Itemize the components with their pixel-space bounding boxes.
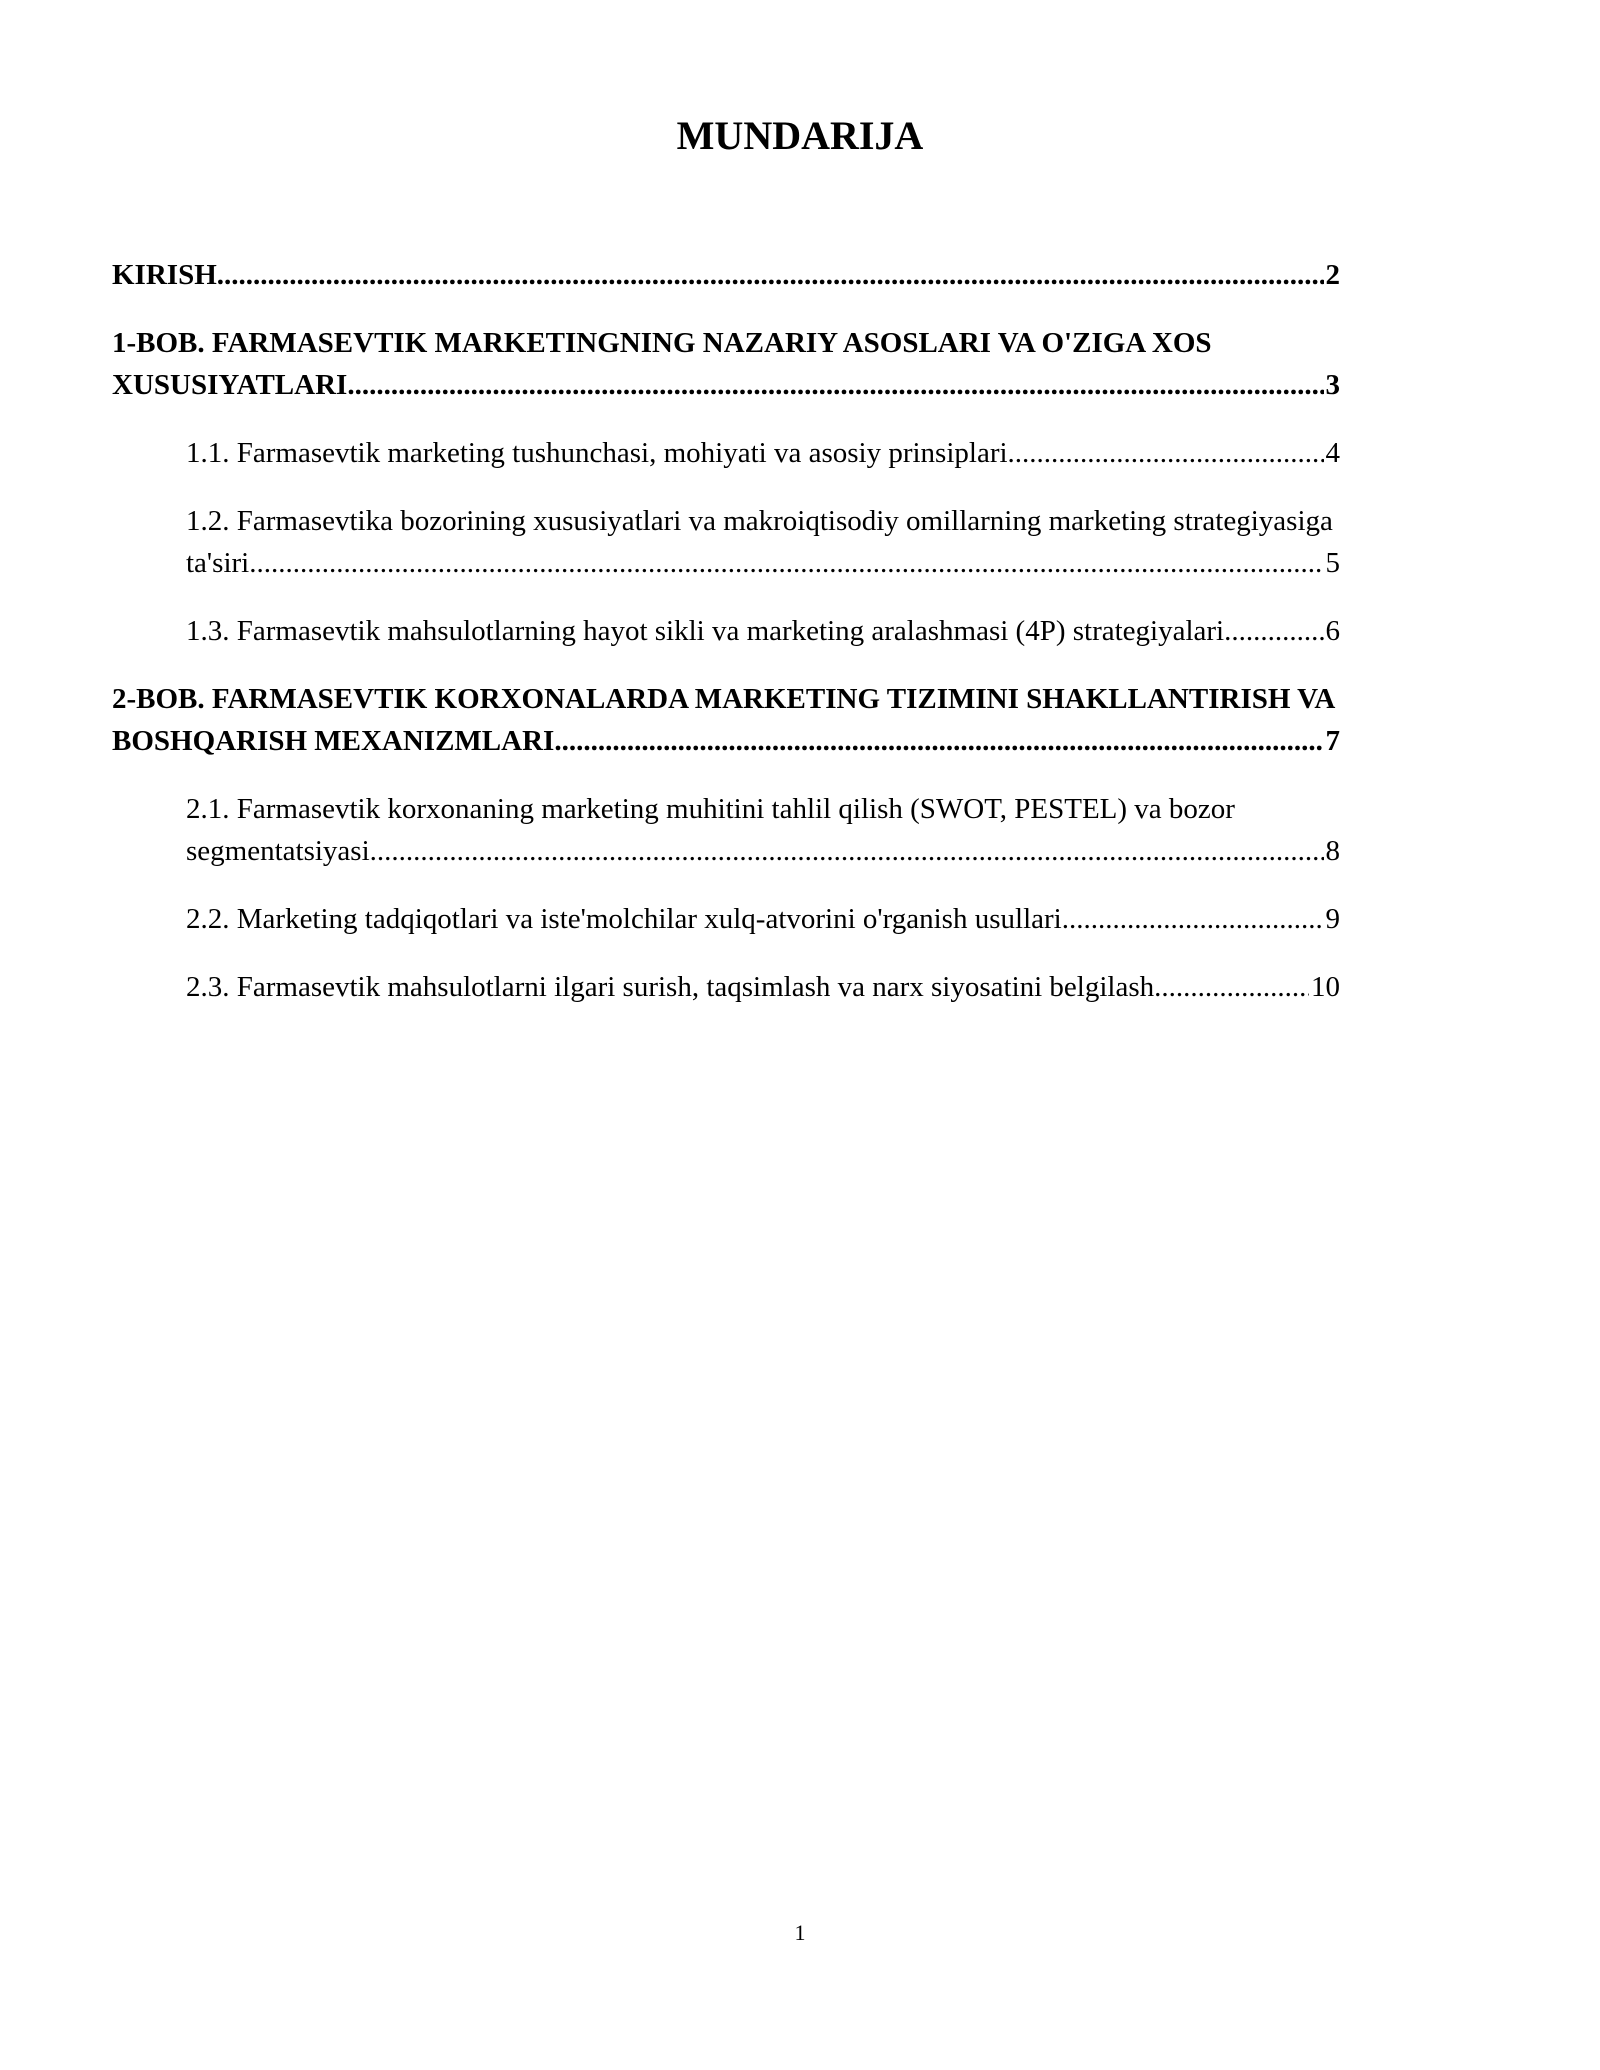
- toc-entry-label: 1.2. Farmasevtika bozorining xususiyatlari va makroiqtisodiy omillarning marketing strategiyasiga: [186, 505, 1333, 537]
- toc-page-number: 5: [1325, 547, 1340, 579]
- toc-entry-chapter-2[interactable]: [112, 678, 1340, 762]
- dot-leader: [217, 254, 1324, 296]
- toc-entry-label-continued: XUSUSIYATLARI: [112, 369, 348, 401]
- dot-leader: [347, 364, 1323, 406]
- toc-entry-section-1-1[interactable]: [186, 432, 1466, 474]
- toc-entry-section-1-2[interactable]: [186, 500, 1466, 584]
- toc-entry-label: 2-BOB. FARMASEVTIK KORXONALARDA MARKETING TIZIMINI SHAKLLANTIRISH VA: [112, 683, 1336, 715]
- table-of-contents: [112, 254, 1340, 1034]
- toc-entry-section-2-3[interactable]: [186, 966, 1466, 1008]
- dot-leader: [554, 720, 1323, 762]
- toc-entry-section-2-2[interactable]: [186, 898, 1466, 940]
- dot-leader: [1224, 610, 1323, 652]
- dot-leader: [1062, 898, 1324, 940]
- toc-entry-label: KIRISH: [112, 259, 217, 291]
- toc-page-number: 3: [1325, 369, 1340, 401]
- toc-entry-label-continued: segmentatsiyasi: [186, 835, 370, 867]
- toc-entry-label: 1.1. Farmasevtik marketing tushunchasi, mohiyati va asosiy prinsiplari: [186, 437, 1008, 469]
- toc-page-number: 4: [1325, 437, 1340, 469]
- page-number: 1: [794, 1920, 806, 1945]
- toc-page-number: 7: [1325, 725, 1340, 757]
- toc-entry-chapter-1[interactable]: [112, 322, 1340, 406]
- dot-leader: [370, 830, 1324, 872]
- toc-entry-label: 1-BOB. FARMASEVTIK MARKETINGNING NAZARIY ASOSLARI VA O'ZIGA XOS: [112, 327, 1212, 359]
- toc-page-number: 6: [1325, 615, 1340, 647]
- toc-page-number: 2: [1325, 259, 1340, 291]
- toc-entry-label: 2.2. Marketing tadqiqotlari va iste'molchilar xulq-atvorini o'rganish usullari: [186, 903, 1062, 935]
- toc-entry-label: 2.3. Farmasevtik mahsulotlarni ilgari surish, taqsimlash va narx siyosatini belgilash: [186, 971, 1155, 1003]
- toc-entry-label-continued: ta'siri: [186, 547, 250, 579]
- toc-page-number: 10: [1311, 971, 1340, 1003]
- dot-leader: [1154, 966, 1309, 1008]
- toc-page-number: 8: [1325, 835, 1340, 867]
- toc-entry-kirish[interactable]: [112, 254, 1340, 296]
- toc-page-number: 9: [1325, 903, 1340, 935]
- page-title: MUNDARIJA: [676, 113, 924, 158]
- toc-entry-label: 2.1. Farmasevtik korxonaning marketing muhitini tahlil qilish (SWOT, PESTEL) va bozor: [186, 793, 1235, 825]
- toc-entry-label-continued: BOSHQARISH MEXANIZMLARI: [112, 725, 555, 757]
- dot-leader: [1008, 432, 1324, 474]
- toc-entry-section-1-3[interactable]: [186, 610, 1466, 652]
- dot-leader: [249, 542, 1323, 584]
- toc-entry-label: 1.3. Farmasevtik mahsulotlarning hayot sikli va marketing aralashmasi (4P) strategiyalari: [186, 615, 1225, 647]
- toc-entry-section-2-1[interactable]: [186, 788, 1466, 872]
